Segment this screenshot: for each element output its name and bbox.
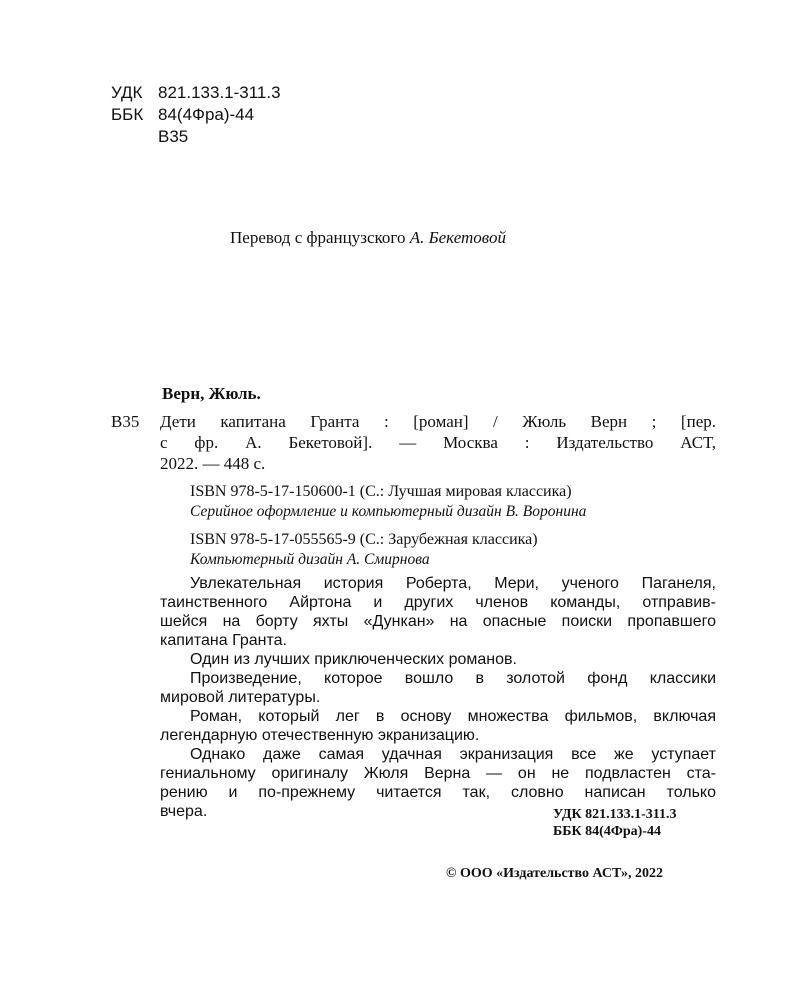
udk-row bbox=[111, 82, 281, 104]
bib-line: с фр. А. Бекетовой]. — Москва : Издательство АСТ, bbox=[160, 433, 716, 452]
bbk-row bbox=[111, 104, 281, 126]
bottom-classification bbox=[553, 806, 677, 840]
annotation-line: рению и по-прежнему читается так, словно написан только bbox=[160, 784, 716, 801]
annotation-paragraph bbox=[160, 574, 716, 650]
annotation-line: капитана Гранта. bbox=[160, 632, 287, 649]
annotation-line: таинственного Айртона и других членов команды, отправив- bbox=[160, 594, 716, 611]
translation-credit bbox=[230, 228, 506, 248]
bbk-value: 84(4Фра)-44 bbox=[158, 105, 255, 124]
annotation-line: Увлекательная история Роберта, Мери, ученого Паганеля, bbox=[190, 575, 716, 592]
design-credit: Компьютерный дизайн А. Смирнова bbox=[190, 551, 430, 568]
annotation-paragraph bbox=[160, 669, 716, 707]
author-mark-row bbox=[111, 126, 281, 148]
catalog-code: В35 bbox=[111, 412, 140, 431]
annotation-line: шейся на борту яхты «Дункан» на опасные поиски пропавшего bbox=[160, 613, 716, 630]
bib-line: Дети капитана Гранта : [роман] / Жюль Верн ; [пер. bbox=[160, 412, 716, 431]
annotation-line: Роман, который лег в основу множества фильмов, включая bbox=[190, 708, 716, 725]
bib-line: 2022. — 448 с. bbox=[160, 454, 266, 473]
annotation-line: вчера. bbox=[160, 803, 208, 820]
translation-prefix: Перевод с французского bbox=[230, 228, 410, 247]
annotation-paragraph bbox=[160, 650, 716, 669]
isbn-entry bbox=[190, 482, 586, 522]
translator-name: А. Бекетовой bbox=[409, 228, 506, 247]
annotation-paragraph bbox=[160, 707, 716, 745]
author-mark: В35 bbox=[158, 127, 189, 146]
annotation bbox=[160, 574, 716, 821]
udk-label: УДК bbox=[111, 83, 143, 102]
annotation-line: легендарную отечественную экранизацию. bbox=[160, 727, 480, 744]
bibliographic-description bbox=[160, 411, 716, 474]
isbn-number: ISBN 978-5-17-055565-9 (С.: Зарубежная классика) bbox=[190, 531, 538, 548]
bottom-udk: УДК 821.133.1-311.3 bbox=[553, 807, 677, 822]
annotation-line: мировой литературы. bbox=[160, 689, 321, 706]
udk-value: 821.133.1-311.3 bbox=[158, 83, 281, 102]
author-heading: Верн, Жюль. bbox=[162, 384, 261, 403]
bottom-bbk: ББК 84(4Фра)-44 bbox=[553, 824, 661, 839]
annotation-line: Один из лучших приключенческих романов. bbox=[190, 651, 517, 668]
classification-block bbox=[111, 82, 281, 148]
isbn-number: ISBN 978-5-17-150600-1 (С.: Лучшая мировая классика) bbox=[190, 483, 572, 500]
annotation-line: гениальному оригиналу Жюля Верна — он не подвластен ста- bbox=[160, 765, 716, 782]
copyright-notice: © ООО «Издательство АСТ», 2022 bbox=[446, 866, 664, 881]
bbk-label: ББК bbox=[111, 105, 144, 124]
annotation-line: Произведение, которое вошло в золотой фонд классики bbox=[190, 670, 716, 687]
design-credit: Серийное оформление и компьютерный дизайн В. Воронина bbox=[190, 503, 587, 520]
isbn-entry bbox=[190, 530, 538, 570]
annotation-line: Однако даже самая удачная экранизация все же уступает bbox=[190, 746, 716, 763]
